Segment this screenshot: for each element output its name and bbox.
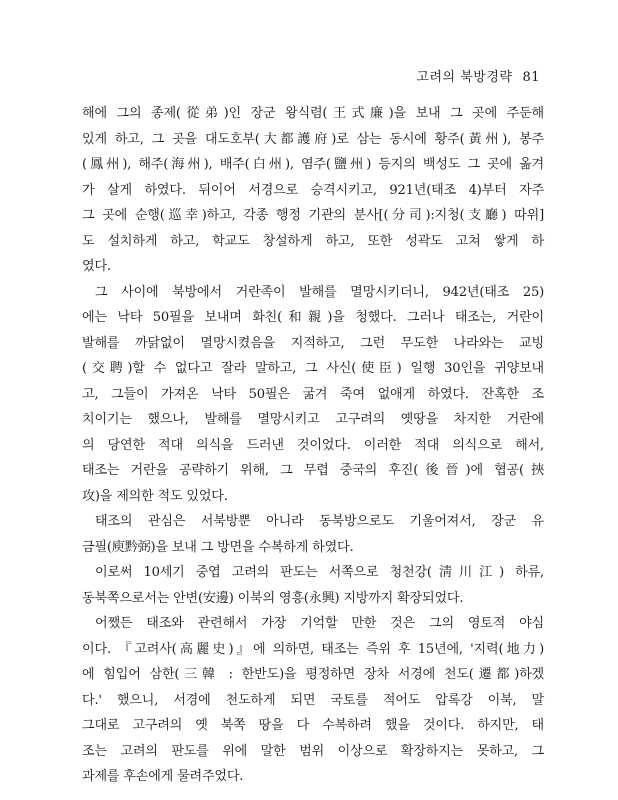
text-line: 그 곳에 순행(巡幸)하고, 각종 행정 기관의 분사[(分司):지청(支廳) 따위]	[82, 208, 544, 223]
text-line: (交聘)할 수 없다고 잘라 말하고, 그 사신(使臣) 일행 30인을 귀양보내	[82, 361, 544, 376]
text-line: 도 설치하게 하고, 학교도 창설하게 하고, 또한 성곽도 고쳐 쌓게 하	[82, 233, 544, 249]
text-line: 攻)을 제의한 적도 있었다.	[82, 488, 228, 504]
text-line: 태조의 관심은 서북방뿐 아니라 동북방으로도 기울어져서, 장군 유	[95, 514, 544, 529]
text-line: 에 힘입어 삼한(三韓 : 한반도)을 평정하면 장차 서경에 천도(遷都)하겠	[82, 667, 544, 682]
text-line: 과제를 후손에게 물려주었다.	[82, 769, 244, 784]
text-line: 태조는 거란을 공략하기 위해, 그 무렵 중국의 후진(後晉)에 협공(挾	[82, 463, 544, 478]
text-line: 가 살게 하였다. 뒤이어 서경으로 승격시키고, 921년(태조 4)부터 자주	[82, 182, 544, 198]
text-line: 의 당연한 적대 의식을 드러낸 것이었다. 이러한 적대 의식으로 해서,	[82, 437, 544, 453]
text-line: 조는 고려의 판도를 위에 말한 범위 이상으로 확장하지는 못하고, 그	[82, 743, 544, 759]
text-line: 그대로 고구려의 옛 북쪽 땅을 다 수복하려 했을 것이다. 하지만, 태	[82, 718, 544, 733]
text-line: (鳳州), 해주(海州), 배주(白州), 염주(鹽州) 등지의 백성도 그 곳에 옮겨	[82, 157, 544, 172]
text-line: 이다. 『고려사(高麗史)』에 의하면, 태조는 즉위 후 15년에, '지력(地力)	[82, 641, 544, 657]
text-line: 다.' 했으니, 서경에 천도하게 되면 국토를 적어도 압록강 이북, 말	[82, 692, 544, 708]
text-line: 고, 그들이 가져온 낙타 50필은 굶겨 죽여 없애게 하였다. 잔혹한 조	[82, 386, 544, 402]
page-header	[416, 66, 540, 85]
text-line: 치이기는 했으나, 발해를 멸망시키고 고구려의 옛땅을 차지한 거란에	[82, 412, 544, 427]
text-line: 그 사이에 북방에서 거란족이 발해를 멸망시키더니, 942년(태조 25)	[95, 284, 544, 300]
text-line: 어쨌든 태조와 관련해서 가장 기억할 만한 것은 그의 영토적 야심	[95, 616, 544, 631]
text-line: 동북쪽으로서는 안변(安邊) 이북의 영흥(永興) 지방까지 확장되었다.	[82, 590, 464, 606]
text-line: 이로써 10세기 중엽 고려의 판도는 서쪽으로 청천강(淸川江) 하류,	[95, 565, 544, 580]
text-line: 있게 하고, 그 곳을 대도호부(大都護府)로 삼는 동시에 황주(黃州), 봉주	[82, 131, 544, 147]
page-number: 81	[522, 70, 540, 85]
body-text	[82, 101, 544, 790]
running-title: 고려의 북방경략	[416, 70, 513, 85]
text-line: 였다.	[82, 259, 111, 274]
text-line: 해에 그의 종제(從弟)인 장군 왕식렴(王式廉)을 보내 그 곳에 주둔해	[82, 106, 544, 121]
text-line: 발해를 까닭없이 멸망시켰음을 지적하고, 그런 무도한 나라와는 교빙	[82, 335, 544, 351]
text-line: 금필(庾黔弼)을 보내 그 방면을 수복하게 하였다.	[82, 539, 354, 555]
text-line: 에는 낙타 50필을 보내며 화친(和親)을 청했다. 그러나 태조는, 거란이	[82, 310, 544, 325]
